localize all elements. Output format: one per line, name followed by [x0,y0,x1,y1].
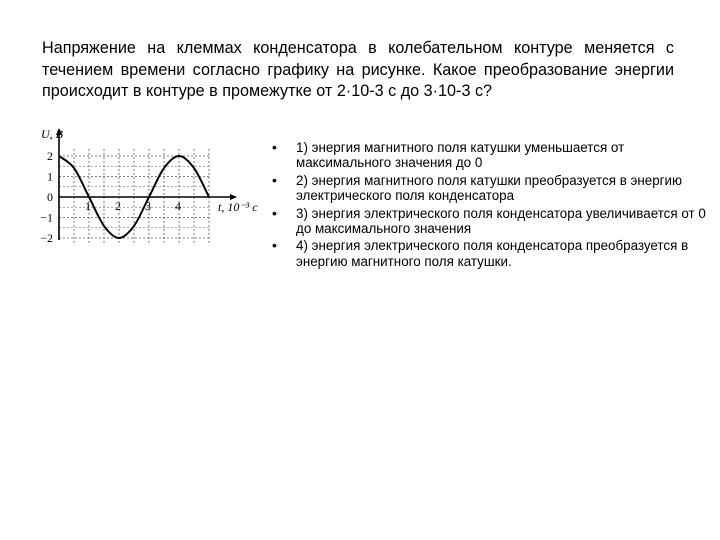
answer-option-4: • 4) энергия электрического поля конденсатора преобразуется в энергию магнитного поля катушки. [296,238,716,269]
answer-option-3: • 3) энергия электрического поля конденсатора увеличивается от 0 до максимального значения [296,206,716,237]
y-tick-label: 0 [47,190,53,204]
y-tick-label: 2 [47,149,53,163]
x-axis-label: t, 10⁻³ с [218,200,258,214]
x-tick-label: 2 [115,199,121,213]
y-tick-label: 1 [47,169,53,184]
answer-option-2: • 2) энергия магнитного поля катушки преобразуется в энергию электрического поля конденсатора [296,173,716,204]
question-text: Напряжение на клеммах конденсатора в колебательном контуре меняется с течением времени согласно графику на рисунке. Какое преобразование энергии происходит в контуре в промежутке от 2·10-3 с до 3·10-3 с? [42,39,674,100]
y-tick-label: −2 [40,231,53,245]
graph-svg [38,124,263,246]
answer-options [270,140,716,271]
x-tick-label: 3 [145,199,151,213]
y-axis-label: U, В [41,127,63,141]
voltage-time-graph [38,124,263,246]
y-tick-label: −1 [40,210,53,225]
answer-option-1: • 1) энергия магнитного поля катушки уменьшается от максимального значения до 0 [296,140,716,171]
x-tick-label: 4 [175,199,181,213]
x-tick-label: 1 [85,199,91,213]
